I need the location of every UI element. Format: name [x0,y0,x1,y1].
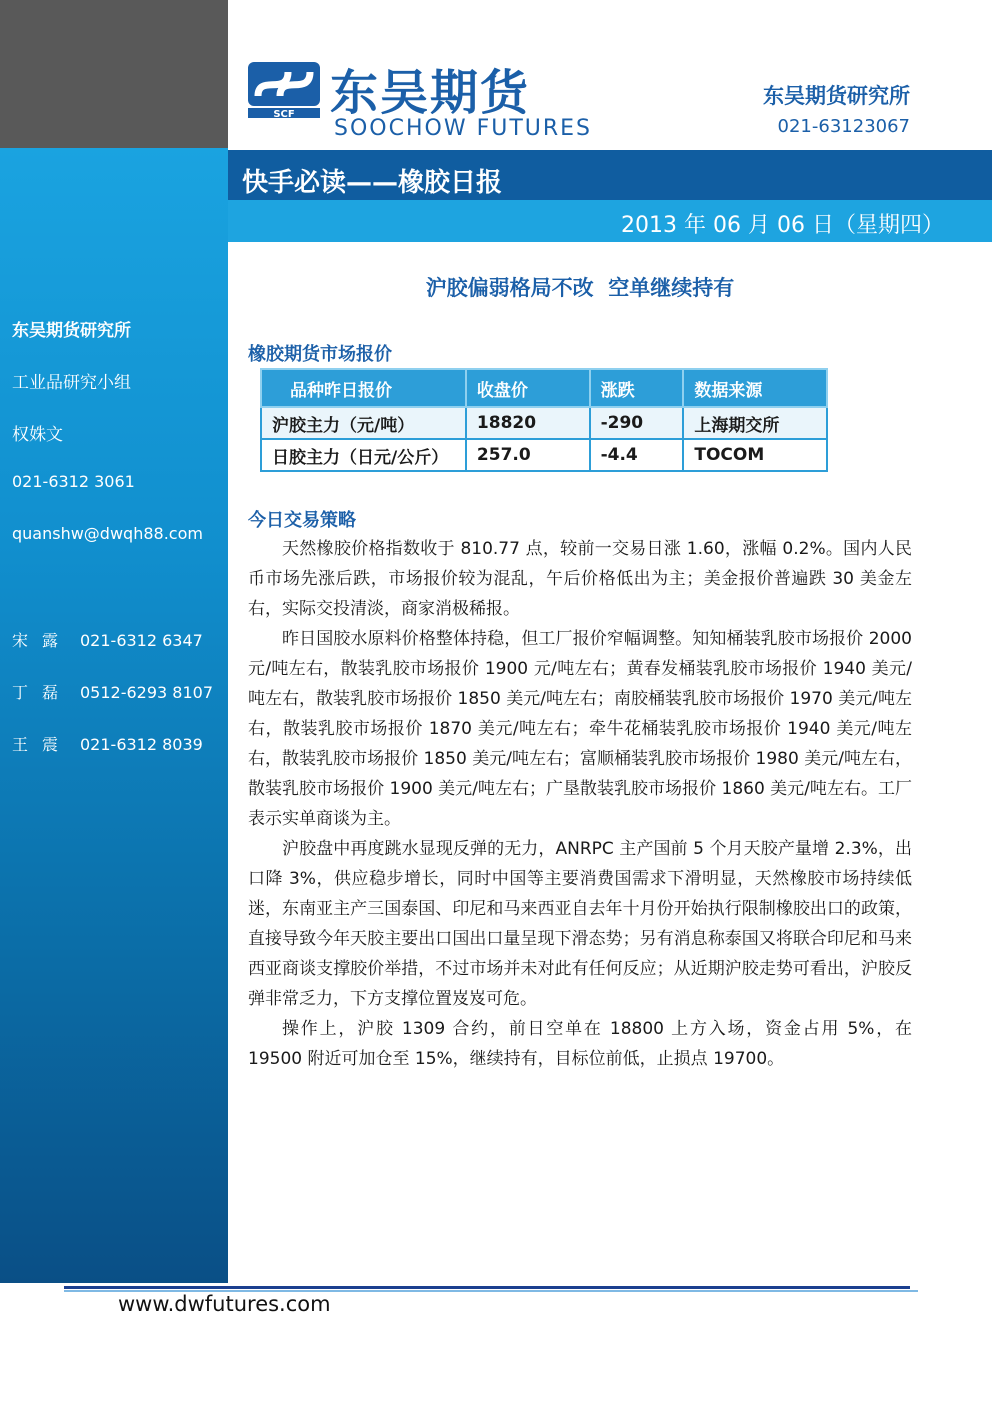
header-phone: 021-63123067 [777,116,910,137]
logo-chinese-name: 东吴期货 [330,65,531,121]
logo-english-name: SOOCHOW FUTURES [334,116,593,141]
table-header-cell: 品种昨日报价 [261,369,466,407]
sidebar-email: quanshw@dwqh88.com [12,524,203,543]
table-cell: 沪胶主力（元/吨） [261,407,466,439]
paragraph: 操作上，沪胶 1309 合约，前日空单在 18800 上方入场，资金占用 5%，在 19500 附近可加仓至 15%，继续持有，目标位前低，止损点 19700。 [248,1019,912,1069]
footer-website-link[interactable]: www.dwfutures.com [118,1292,331,1316]
table-header-cell: 数据来源 [683,369,827,407]
contact-phone: 0512-6293 8107 [80,683,214,702]
table-cell: 日胶主力（日元/公斤） [261,439,466,471]
paragraph: 昨日国胶水原料价格整体持稳，但工厂报价窄幅调整。知知桶装乳胶市场报价 2000 元/吨左右，散装乳胶市场报价 1900 元/吨左右；黄春发桶装乳胶市场报价 1940 美元/吨左右，散装乳胶市场报价 1850 美元/吨左右；南胶桶装乳胶市场报价 1970 美元/吨左右，散装乳胶市场报价 1870 美元/吨左右；牵牛花桶装乳胶市场报价 1940 美元/吨左右，散装乳胶市场报价 1850 美元/吨左右；富顺桶装乳胶市场报价 1980 美元/吨左右，散装乳胶市场报价 1900 美元/吨左右；广垦散装乳胶市场报价 1860 美元/吨左右。工厂表示实单商谈为主。 [248,629,912,829]
company-logo-icon [248,62,320,118]
logo-mark-text: SCF [273,109,295,118]
contact-name: 宋露 [12,631,73,650]
table-row [261,407,827,439]
header-org: 东吴期货研究所 [763,84,910,108]
sidebar-author: 权姝文 [12,425,63,445]
contact-phone: 021-6312 8039 [80,735,203,754]
table-cell: -290 [590,407,684,439]
sidebar-org: 东吴期货研究所 [12,321,131,341]
table-row [261,439,827,471]
contact-row [12,732,203,755]
quotes-table [260,368,828,472]
paragraph: 沪胶盘中再度跳水显现反弹的无力，ANRPC 主产国前 5 个月天胶产量增 2.3%，出口降 3%，供应稳步增长，同时中国等主要消费国需求下滑明显，天然橡胶市场持续低迷，东南亚主产三国泰国、印尼和马来西亚自去年十月份开始执行限制橡胶出口的政策，直接导致今年天胶主要出口国出口量呈现下滑态势；另有消息称泰国又将联合印尼和马来西亚商谈支撑胶价举措，不过市场并未对此有任何反应；从近期沪胶走势可看出，沪胶反弹非常乏力，下方支撑位置岌岌可危。 [248,839,912,1009]
strategy-body [248,534,912,1074]
sidebar-top-block [0,0,228,148]
contact-row [12,628,203,651]
contact-name: 王震 [12,735,73,754]
report-headline: 沪胶偏弱格局不改 空单继续持有 [425,276,735,300]
contact-phone: 021-6312 6347 [80,631,203,650]
table-cell: -4.4 [590,439,684,471]
quotes-section-title: 橡胶期货市场报价 [248,344,392,365]
contact-name: 丁磊 [12,683,73,702]
table-cell: TOCOM [683,439,827,471]
sidebar-group: 工业品研究小组 [12,373,131,393]
contact-row [12,680,213,703]
footer-rule [64,1286,910,1289]
report-title: 快手必读——橡胶日报 [242,168,503,198]
strategy-section-title: 今日交易策略 [248,510,356,531]
sidebar [0,148,228,1283]
paragraph: 天然橡胶价格指数收于 810.77 点，较前一交易日涨 1.60，涨幅 0.2%。国内人民币市场先涨后跌，市场报价较为混乱，午后价格低出为主；美金报价普遍跌 30 美金左右，实际交投清淡，商家消极稀报。 [248,539,912,619]
table-header-cell: 收盘价 [466,369,590,407]
table-cell: 上海期交所 [683,407,827,439]
table-header-cell: 涨跌 [590,369,684,407]
report-date: 2013 年 06 月 06 日（星期四） [621,213,944,238]
table-cell: 18820 [466,407,590,439]
table-header-row [261,369,827,407]
table-cell: 257.0 [466,439,590,471]
sidebar-phone: 021-6312 3061 [12,472,135,491]
